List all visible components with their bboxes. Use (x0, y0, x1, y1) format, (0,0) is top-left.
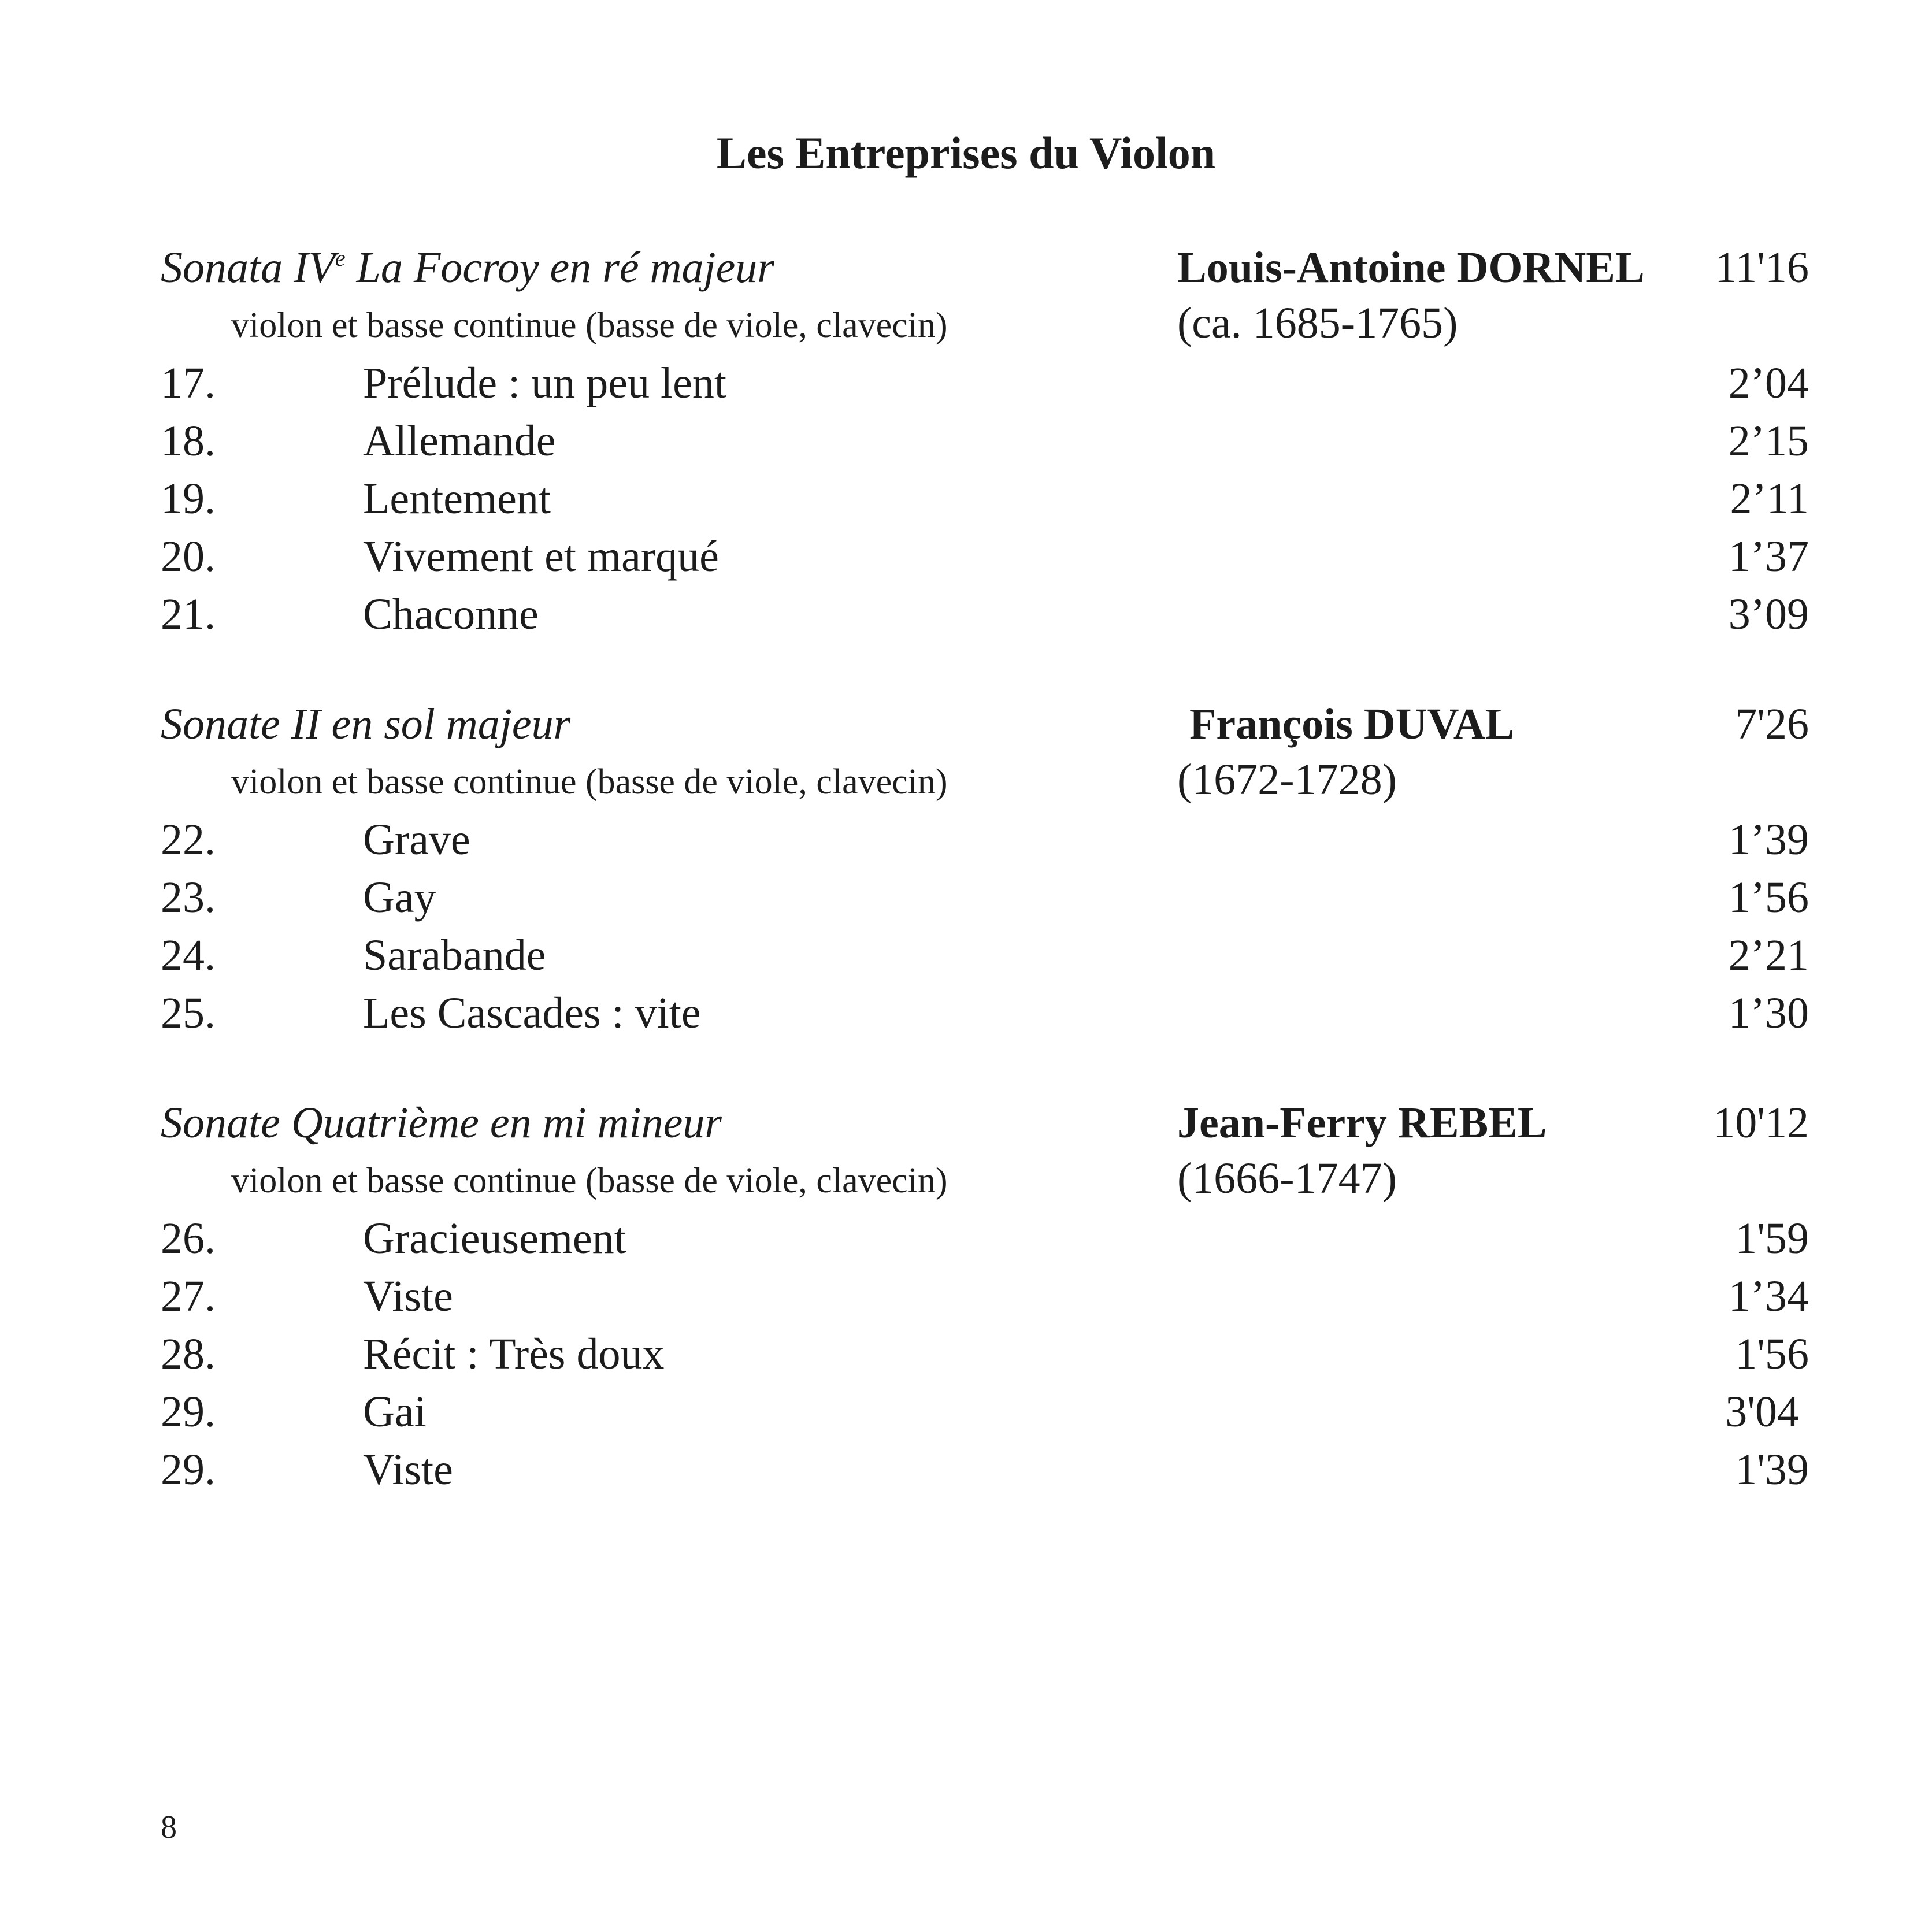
composer-dates: (1672-1728) (1177, 755, 1397, 804)
movement-row (0, 815, 1932, 873)
composer-name: François DUVAL (1189, 700, 1515, 748)
movement-duration: 1’39 (1728, 815, 1809, 864)
track-number: 18. (161, 417, 216, 465)
total-duration: 7'26 (1735, 700, 1809, 748)
movement-row (0, 474, 1932, 532)
movement-row (0, 1214, 1932, 1271)
movement-row (0, 416, 1932, 474)
movement-row (0, 1445, 1932, 1503)
composer-dates: (ca. 1685-1765) (1177, 299, 1458, 347)
track-number: 23. (161, 873, 216, 922)
movement-duration: 1’56 (1728, 873, 1809, 922)
movement-duration: 2’21 (1728, 931, 1809, 980)
movement-duration: 1’37 (1728, 532, 1809, 581)
movement-row (0, 988, 1932, 1046)
movement-row (0, 589, 1932, 647)
movement-duration: 2’04 (1728, 359, 1809, 407)
instrumentation: violon et basse continue (basse de viole, clavecin) (231, 762, 948, 802)
movement-title: Gracieusement (363, 1214, 626, 1263)
instrumentation: violon et basse continue (basse de viole, clavecin) (231, 1161, 948, 1200)
movement-duration: 2’11 (1730, 474, 1809, 523)
movement-title: Vivement et marqué (363, 532, 719, 581)
track-number: 22. (161, 815, 216, 864)
composer-name: Louis-Antoine DORNEL (1177, 243, 1645, 292)
track-number: 21. (161, 590, 216, 639)
instrumentation: violon et basse continue (basse de viole, clavecin) (231, 306, 948, 345)
track-number: 29. (161, 1445, 216, 1494)
movement-duration: 2’15 (1728, 417, 1809, 465)
track-number: 29. (161, 1388, 216, 1436)
movement-title: Allemande (363, 417, 556, 465)
movement-title: Viste (363, 1272, 453, 1321)
movement-duration: 1’30 (1728, 989, 1809, 1037)
total-duration: 10'12 (1713, 1099, 1809, 1147)
movement-title: Les Cascades : vite (363, 989, 701, 1037)
movement-title: Prélude : un peu lent (363, 359, 726, 407)
movement-row (0, 1271, 1932, 1329)
movement-duration: 3’09 (1728, 590, 1809, 639)
movement-row (0, 358, 1932, 416)
work-title: Sonata IVe La Focroy en ré majeur (161, 243, 774, 292)
movement-duration: 1'56 (1735, 1330, 1809, 1378)
track-number: 26. (161, 1214, 216, 1263)
movement-row (0, 1329, 1932, 1387)
movement-row (0, 1387, 1932, 1445)
composer-dates: (1666-1747) (1177, 1154, 1397, 1203)
movement-title: Sarabande (363, 931, 546, 980)
movement-title: Chaconne (363, 590, 539, 639)
movement-duration: 1’34 (1728, 1272, 1809, 1321)
movement-title: Viste (363, 1445, 453, 1494)
work-title: Sonate II en sol majeur (161, 700, 571, 748)
movement-title: Gay (363, 873, 436, 922)
total-duration: 11'16 (1715, 243, 1809, 292)
movement-title: Gai (363, 1388, 427, 1436)
track-number: 25. (161, 989, 216, 1037)
movement-title: Grave (363, 815, 470, 864)
movement-duration: 1'39 (1735, 1445, 1809, 1494)
movement-row (0, 930, 1932, 988)
movement-duration: 1'59 (1735, 1214, 1809, 1263)
movement-title: Lentement (363, 474, 551, 523)
movement-duration: 3'04 (1725, 1388, 1799, 1436)
page-number: 8 (161, 1809, 177, 1845)
composer-name: Jean-Ferry REBEL (1177, 1099, 1547, 1147)
track-number: 24. (161, 931, 216, 980)
track-number: 19. (161, 474, 216, 523)
track-number: 28. (161, 1330, 216, 1378)
movement-row (0, 873, 1932, 930)
movement-title: Récit : Très doux (363, 1330, 665, 1378)
movement-row (0, 532, 1932, 589)
work-title: Sonate Quatrième en mi mineur (161, 1099, 722, 1147)
track-number: 20. (161, 532, 216, 581)
track-number: 27. (161, 1272, 216, 1321)
page-title: Les Entreprises du Violon (716, 128, 1216, 178)
track-number: 17. (161, 359, 216, 407)
